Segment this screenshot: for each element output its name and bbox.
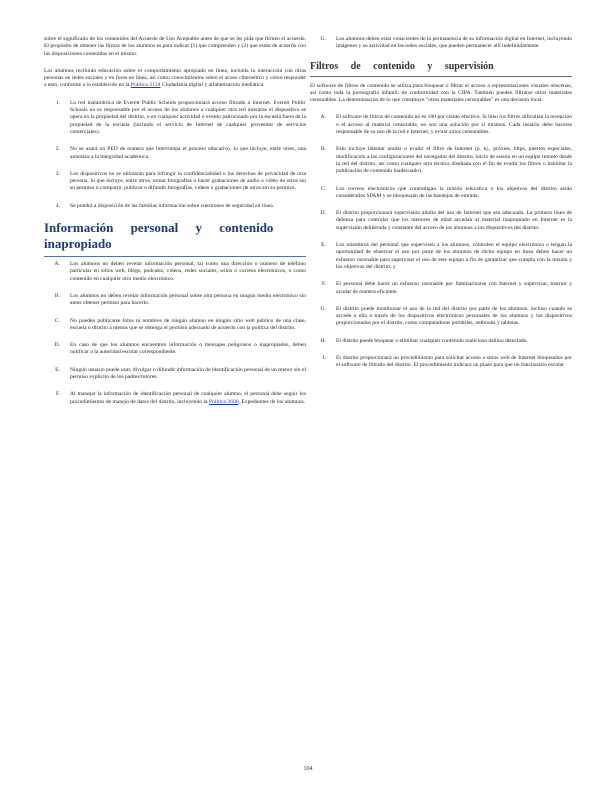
list-marker: E. bbox=[321, 242, 326, 249]
list-item-text: No pueden publicarse fotos ni nombres de ningún alumno en ningún sitio web público de una clase, escuela o distrito a menos que se obtenga el permiso adecuado de acuerdo con la política del distrito. bbox=[70, 317, 306, 331]
list-marker: E. bbox=[55, 366, 60, 373]
list-item bbox=[48, 391, 306, 406]
list-item bbox=[314, 242, 572, 271]
right-column bbox=[310, 36, 572, 380]
lettered-list-continued bbox=[314, 36, 572, 51]
list-item-text: No se usará un PED de manera que interrumpa el proceso educativo, lo que incluye, entre otros, una amenaza a la integridad académica. bbox=[70, 146, 306, 160]
list-item bbox=[314, 355, 572, 370]
list-marker: C. bbox=[54, 317, 60, 324]
section-heading-content-filters: Filtros de contenido y supervisión bbox=[310, 61, 572, 77]
list-item bbox=[48, 203, 306, 210]
list-marker: D. bbox=[320, 210, 326, 217]
policy-3600-link[interactable]: Política 3600 bbox=[208, 398, 239, 405]
list-item bbox=[314, 114, 572, 136]
list-item-text: Se pondrá a disposición de las familias información sobre cuestiones de seguridad en línea. bbox=[70, 202, 275, 209]
education-paragraph-text: Los alumnos recibirán educación sobre el comportamiento apropiado en línea, incluida la interacción con otras personas en redes sociales y en foros en línea, así como conocimientos sobre el acoso cibernético y cómo responder a esto, conforme a lo establecido en la bbox=[44, 67, 306, 89]
education-paragraph-tail: Ciudadanía digital y alfabetización mediática. bbox=[160, 82, 265, 89]
list-marker: H. bbox=[320, 337, 326, 344]
list-item bbox=[48, 342, 306, 357]
left-column bbox=[44, 36, 306, 416]
list-marker: 2. bbox=[55, 146, 60, 153]
list-marker: 1. bbox=[55, 99, 60, 106]
list-item-text: El distrito puede monitorear el uso de la red del distrito por parte de los alumnos, incluso cuando se accede a ella a través de los dispositivos electrónicos personales de los alumnos y los dispositivos proporcionados por el distrito, como computadoras portátiles, netbooks y tabletas. bbox=[336, 305, 572, 327]
list-item-text: En caso de que los alumnos encuentren información o mensajes peligrosos o inapropiados, deben notificar a la autoridad escolar correspondiente. bbox=[70, 342, 306, 356]
page-number: 104 bbox=[303, 766, 313, 772]
filter-paragraph: El software de filtros de contenido se utiliza para bloquear o filtrar el acceso a representaciones visuales obscenas, así como toda la pornografía infantil, de conformidad con la CIPA. También pueden filtrarse otros materiales censurables. La determinación de lo que constituye "otros materiales censurables" es una decisión local. bbox=[310, 82, 572, 104]
list-item-text: Los correos electrónicos que contradigan la misión educativa o los objetivos del distrito serán considerados SPAM y se bloquearán de las bandejas de entrada. bbox=[336, 185, 572, 199]
list-item-text: El distrito proporcionará supervisión adulta del uso de Internet que sea adecuada. La primera línea de defensa para controlar que los menores de edad accedan al material inapropiado en Internet es la supervisión deliberada y constante del acceso de los alumnos a los dispositivos del distrito. bbox=[336, 210, 572, 231]
list-marker: G. bbox=[320, 305, 326, 312]
list-item-text-tail: , Expedientes de los alumnos. bbox=[238, 398, 306, 405]
list-marker: C. bbox=[320, 185, 326, 192]
list-marker: B. bbox=[320, 146, 326, 153]
list-item bbox=[48, 367, 306, 382]
policy-2124-link[interactable]: Política 2124 bbox=[130, 82, 161, 89]
list-item-text: El distrito puede bloquear o eliminar cualquier contenido malicioso dañino detectado. bbox=[336, 337, 528, 344]
numbered-list bbox=[48, 100, 306, 210]
list-item-text bbox=[70, 391, 306, 406]
list-item-text: El distrito proporcionará un procedimiento para solicitar acceso a sitios web de Internet bloqueados por el software de filtrado del distrito. El procedimiento indicará un plazo para que un funcionario escolar bbox=[336, 355, 572, 369]
list-item bbox=[48, 146, 306, 161]
section-heading-personal-info: Información personal y contenido inapropiado bbox=[44, 220, 306, 257]
education-paragraph bbox=[44, 68, 306, 90]
list-item bbox=[48, 171, 306, 193]
list-marker: A. bbox=[54, 261, 60, 268]
list-item-text: Esto incluye intentar anular o evadir el filtro de Internet (p. ej., proxies, https, puertos especiales, modificación a las configuraciones del navegador del distrito, inicio de sesión en un equipo remoto desde la red del distrito, así como cualquier otra técnica diseñada con el fin de evadir los filtros o habilitar la publicación de contenido inadecuado). bbox=[336, 146, 572, 175]
list-item-text: Ningún usuario puede usar, divulgar o difundir información de identificación personal de un menor sin el permiso explícito de los padres/tutores. bbox=[70, 366, 306, 381]
list-item bbox=[314, 186, 572, 201]
list-item bbox=[314, 146, 572, 175]
list-marker: F. bbox=[55, 391, 60, 398]
list-item bbox=[314, 281, 572, 296]
list-marker: G. bbox=[320, 36, 326, 42]
list-item bbox=[314, 36, 572, 51]
list-marker: F. bbox=[321, 281, 326, 288]
list-item bbox=[48, 293, 306, 308]
intro-paragraph: sobre el significado de los contenidos del Acuerdo de Uso Aceptable antes de que se les pida que firmen el acuerdo. El propósito de obtener las firmas de los alumnos es para indicar (1) que comprenden y (2) que están de acuerdo con las disposiciones contenidas en el mismo. bbox=[44, 36, 306, 57]
list-item bbox=[314, 306, 572, 328]
list-item bbox=[314, 210, 572, 232]
list-marker: B. bbox=[54, 292, 60, 299]
list-item bbox=[48, 318, 306, 333]
list-item-text: El personal debe hacer un esfuerzo razonable por familiarizarse con Internet y supervisar, instruir y ayudar de manera eficiente. bbox=[336, 281, 572, 295]
list-item bbox=[48, 100, 306, 136]
list-marker: D. bbox=[54, 342, 60, 349]
list-item-text: Los alumnos no deben revelar información personal sobre otra persona en ningún medio electrónico sin antes obtener permiso para hacerlo. bbox=[70, 292, 306, 307]
list-item-text: Los alumnos no deben revelar información personal, tal como una dirección o número de teléfono particular en sitios web, blogs, podcasts, videos, redes sociales, wikis o correos electrónicos, o como contenido en cualquier otro medio electrónico. bbox=[70, 261, 306, 282]
list-marker: I. bbox=[322, 355, 326, 362]
filter-lettered-list bbox=[314, 114, 572, 369]
list-item bbox=[314, 338, 572, 345]
list-item-text: Los miembros del personal que supervisen a los alumnos, controlen el equipo electrónico o tengan la oportunidad de observar el uso por parte de los alumnos de dicho equipo en línea deben hacer un esfuerzo razonable para supervisar el uso de este equipo a fin de garantizar que cumpla con la misión y los objetivos del distrito; y bbox=[336, 242, 572, 270]
list-marker: A. bbox=[320, 114, 326, 121]
lettered-list bbox=[48, 261, 306, 406]
list-item-text: La red inalámbrica de Everett Public Schools proporcionará acceso filtrado a Internet. Everett Public Schools no es responsable por el acceso de los alumnos a cualquier otra red mientras el dispositivo se opera en la propiedad del distrito, o en cualquier actividad o evento patrocinado por la escuela fuera de la propiedad de la escuela (incluido el servicio de Internet de cualquier proveedor de servicios comerciales). bbox=[70, 99, 306, 135]
list-item-text: Los alumnos deben estar conscientes de la permanencia de su información digital en Internet, incluyendo imágenes y su actividad en las redes sociales, que pueden permanecer allí indefinidamente. bbox=[336, 36, 572, 50]
list-item-text: El software de filtros de contenido no es 100 por ciento efectivo. Si bien los filtros dificultan la recepción o el acceso al material censurable, no son una solución por sí mismos. Cada usuario debe hacerse responsable de su uso de la red e Internet, y evitar sitios censurables. bbox=[336, 114, 572, 136]
list-item-text-start: Al manejar la información de identificación personal de cualquier alumno, el personal debe seguir los procedimientos de manejo de datos del distrito, incluyendo la bbox=[70, 391, 306, 405]
list-item bbox=[48, 261, 306, 283]
list-marker: 3. bbox=[55, 170, 60, 177]
list-item-text: Los dispositivos no se utilizarán para infringir la confidencialidad o los derechos de privacidad de otra persona, lo que incluye, entre otros, tomar fotografías o hacer grabaciones de audio o video de otros sin su permiso o compartir, publicar o difundir fotografías, videos o grabaciones de otros sin su permiso. bbox=[70, 170, 306, 192]
list-marker: 4. bbox=[55, 202, 60, 209]
